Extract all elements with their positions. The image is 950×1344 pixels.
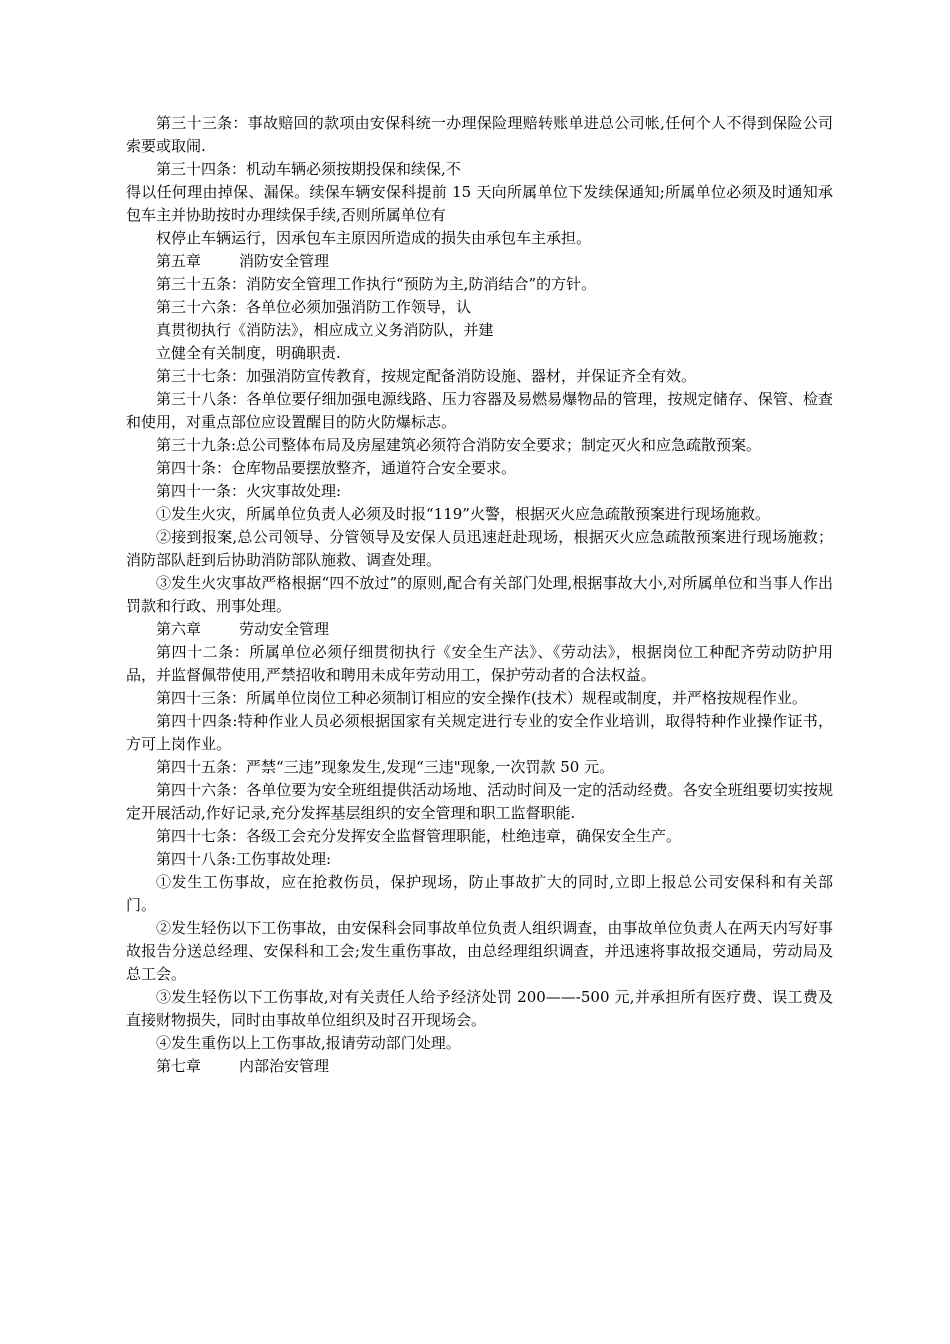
article-47: 第四十七条：各级工会充分发挥安全监督管理职能，杜绝违章，确保安全生产。 bbox=[156, 827, 682, 845]
article-36-line-1: 第三十六条：各单位必须加强消防工作领导，认 bbox=[156, 298, 472, 316]
article-43: 第四十三条：所属单位岗位工种必须制订相应的安全操作(技术）规程或制度，并严格按规程作业。 bbox=[156, 689, 807, 707]
article-41-item-2: ②接到报案,总公司领导、分管领导及安保人员迅速赶赴现场，根据灭火应急疏散预案进行现场施救；消防部队赶到后协助消防部队施救、调查处理。 bbox=[126, 528, 833, 569]
article-42: 第四十二条：所属单位必须仔细贯彻执行《安全生产法》、《劳动法》，根据岗位工种配齐劳动防护用品，并监督佩带使用,严禁招收和聘用未成年劳动用工，保护劳动者的合法权益。 bbox=[126, 643, 833, 684]
article-45: 第四十五条：严禁“三违”现象发生,发现“三违"现象,一次罚款 50 元。 bbox=[156, 758, 615, 776]
article-36-line-3: 立健全有关制度，明确职责. bbox=[156, 344, 341, 362]
chapter-6-heading bbox=[126, 618, 833, 641]
article-34-line-3: 权停止车辆运行，因承包车主原因所造成的损失由承包车主承担。 bbox=[156, 229, 592, 247]
article-38: 第三十八条：各单位要仔细加强电源线路、压力容器及易燃易爆物品的管理，按规定储存、保管、检查和使用，对重点部位应设置醒目的防火防爆标志。 bbox=[126, 390, 833, 431]
article-36-line-2: 真贯彻执行《消防法》，相应成立义务消防队，并建 bbox=[156, 321, 494, 339]
article-41-item-3: ③发生火灾事故严格根据“四不放过”的原则,配合有关部门处理,根据事故大小,对所属单位和当事人作出罚款和行政、刑事处理。 bbox=[126, 574, 833, 615]
chapter-5-title: 消防安全管理 bbox=[239, 252, 330, 270]
chapter-5-number: 第五章 bbox=[156, 252, 202, 270]
chapter-7-heading bbox=[126, 1055, 833, 1078]
article-46: 第四十六条：各单位要为安全班组提供活动场地、活动时间及一定的活动经费。各安全班组要切实按规定开展活动,作好记录,充分发挥基层组织的安全管理和职工监督职能. bbox=[126, 781, 833, 822]
article-48-item-4: ④发生重伤以上工伤事故,报请劳动部门处理。 bbox=[156, 1034, 461, 1052]
chapter-7-title: 内部治安管理 bbox=[239, 1057, 330, 1075]
article-39: 第三十九条:总公司整体布局及房屋建筑必须符合消防安全要求；制定灭火和应急疏散预案。 bbox=[156, 436, 762, 454]
article-40: 第四十条：仓库物品要摆放整齐，通道符合安全要求。 bbox=[156, 459, 517, 477]
article-48: 第四十八条:工伤事故处理: bbox=[156, 850, 332, 868]
chapter-5-heading bbox=[126, 250, 833, 273]
article-48-item-2: ②发生轻伤以下工伤事故，由安保科会同事故单位负责人组织调查，由事故单位负责人在两天内写好事故报告分送总经理、安保科和工会;发生重伤事故，由总经理组织调查，并迅速将事故报交通局，劳动局及总工会。 bbox=[126, 919, 833, 983]
article-33: 第三十三条：事故赔回的款项由安保科统一办理保险理赔转账单进总公司帐,任何个人不得到保险公司索要或取闹. bbox=[126, 114, 833, 155]
chapter-6-title: 劳动安全管理 bbox=[239, 620, 330, 638]
article-35: 第三十五条：消防安全管理工作执行“预防为主,防消结合”的方针。 bbox=[156, 275, 597, 293]
article-41: 第四十一条：火灾事故处理: bbox=[156, 482, 342, 500]
chapter-6-number: 第六章 bbox=[156, 620, 202, 638]
article-48-item-1: ①发生工伤事故，应在抢救伤员，保护现场，防止事故扩大的同时,立即上报总公司安保科和有关部门。 bbox=[126, 873, 833, 914]
article-48-item-3: ③发生轻伤以下工伤事故,对有关责任人给予经济处罚 200——-500 元,并承担所有医疗费、误工费及直接财物损失，同时由事故单位组织及时召开现场会。 bbox=[126, 988, 833, 1029]
article-34-line-1: 第三十四条：机动车辆必须按期投保和续保,不 bbox=[156, 160, 461, 178]
article-34-line-2: 得以任何理由掉保、漏保。续保车辆安保科提前 15 天向所属单位下发续保通知;所属单位必须及时通知承包车主并协助按时办理续保手续,否则所属单位有 bbox=[126, 183, 833, 224]
article-44: 第四十四条:特种作业人员必须根据国家有关规定进行专业的安全作业培训，取得特种作业操作证书，方可上岗作业。 bbox=[126, 712, 833, 753]
chapter-7-number: 第七章 bbox=[156, 1057, 202, 1075]
article-41-item-1: ①发生火灾，所属单位负责人必须及时报“119”火警，根据灭火应急疏散预案进行现场施救。 bbox=[156, 505, 770, 523]
document-page bbox=[126, 112, 833, 1078]
article-37: 第三十七条：加强消防宣传教育，按规定配备消防设施、器材，并保证齐全有效。 bbox=[156, 367, 697, 385]
